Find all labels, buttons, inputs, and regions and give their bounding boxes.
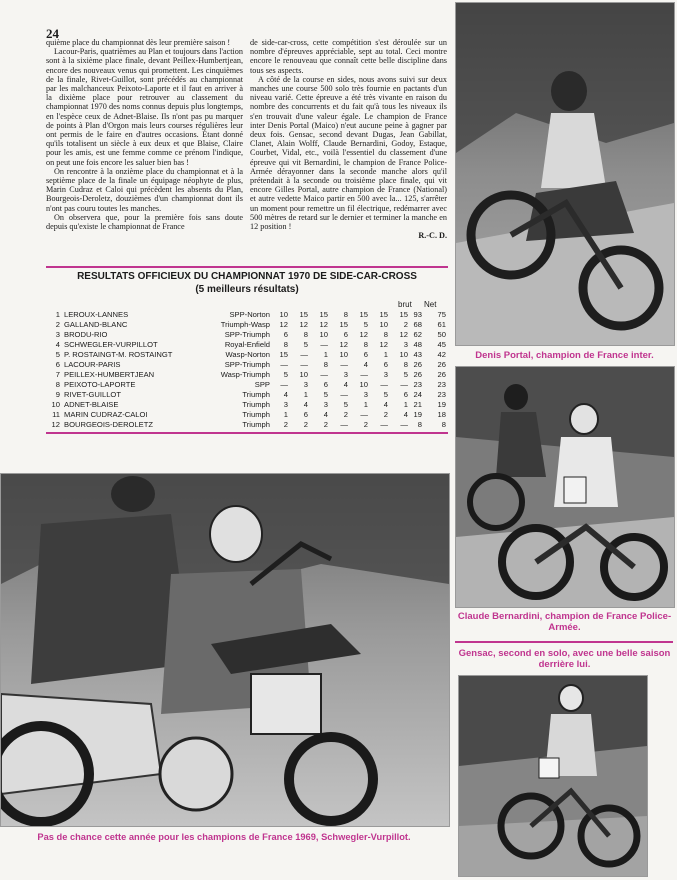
crew-name-cell: MARIN CUDRAZ-CALOI [64, 410, 148, 419]
score-cell: 2 [283, 420, 288, 429]
article-paragraph: On rencontre à la onzième place du championnat et à la septième place de la finale un équipage néophyte de plus, Marin Cudraz et Caloi qui précèdent les absents du Plan, Bourgeois-Deroletz, douzièmes d'un championnat dont ils n'ont pas couru toutes les manches. [46, 166, 243, 213]
score-cell: 6 [343, 330, 348, 339]
score-cell: 2 [383, 410, 388, 419]
machine-cell: Wasp-Norton [225, 350, 270, 359]
score-cell: 8 [303, 330, 308, 339]
article-column-middle [250, 38, 447, 240]
article-column-left [46, 38, 243, 231]
net-total-cell: 50 [437, 330, 446, 339]
rank-cell: 8 [55, 380, 60, 389]
crew-name-cell: BOURGEOIS-DEROLETZ [64, 420, 154, 429]
table-row [46, 350, 448, 360]
score-cell: — [400, 420, 408, 429]
article-paragraph: On observera que, pour la première fois sans doute depuis qu'existe le championnat de France [46, 212, 243, 232]
score-cell: 4 [343, 380, 348, 389]
brut-total-cell: 21 [413, 400, 422, 409]
score-cell: 10 [339, 350, 348, 359]
score-cell: 12 [279, 320, 288, 329]
score-cell: — [320, 340, 328, 349]
score-cell: 4 [363, 360, 368, 369]
brut-total-cell: 26 [413, 370, 422, 379]
score-cell: 10 [299, 370, 308, 379]
table-row [46, 370, 448, 380]
score-cell: 15 [399, 310, 408, 319]
net-total-cell: 45 [437, 340, 446, 349]
score-cell: 5 [383, 390, 388, 399]
score-cell: 10 [319, 330, 328, 339]
score-cell: 6 [323, 380, 328, 389]
crew-name-cell: LEROUX-LANNES [64, 310, 129, 319]
score-cell: — [380, 420, 388, 429]
score-cell: 5 [363, 320, 368, 329]
net-total-cell: 19 [437, 400, 446, 409]
bernardini-photo-art [456, 367, 674, 607]
score-cell: 3 [403, 340, 408, 349]
brut-total-cell: 93 [413, 310, 422, 319]
score-cell: 10 [399, 350, 408, 359]
article-paragraph: de side-car-cross, cette compétition s'est déroulée sur un nombre d'épreuves appréciable, sept au total. Ceci montre encore le renouveau que connaît cette belle discipline dans tous ses aspects. [250, 38, 447, 75]
score-cell: 1 [403, 400, 408, 409]
crew-name-cell: PEILLEX-HUMBERTJEAN [64, 370, 155, 379]
rank-cell: 7 [55, 370, 60, 379]
article-paragraph: Lacour-Paris, quatrièmes au Plan et toujours dans l'action sont à la sixième place finale, devant Peillex-Humbertjean, encore des nouveaux venus qui promettent. Les cinquièmes de la finale, Rivet-Guillot, sont précédés au championnat par les malchanceux Peixoto-Laporte et il faut en arriver à la dixième place pour retrouver au classement du championnat 1970 des noms connus depuis plus longtemps, en l'espèce ceux de Adnet-Blaise. Ils n'ont pas pu marquer de points à Plan d'Orgon mais leurs courses régulières leur ont permis de le faire en d'autres occasions. Étant donné qu'ils totalisent un siècle à eux deux et que Blaise, Claire pour les amis, est une femme comme ce prénom l'indique, on peut une fois encore les saluer bien bas ! [46, 47, 243, 167]
score-cell: 15 [279, 350, 288, 359]
score-cell: 2 [323, 420, 328, 429]
rank-cell: 5 [55, 350, 60, 359]
score-cell: 5 [283, 370, 288, 379]
score-cell: 1 [383, 350, 388, 359]
score-cell: 6 [363, 350, 368, 359]
score-cell: 8 [363, 340, 368, 349]
rank-cell: 12 [51, 420, 60, 429]
machine-cell: Triumph [242, 420, 270, 429]
brut-total-cell: 48 [413, 340, 422, 349]
caption-portal: Denis Portal, champion de France inter. [475, 350, 654, 361]
score-cell: 2 [403, 320, 408, 329]
table-row [46, 360, 448, 370]
photo-gensac [458, 675, 648, 877]
table-row [46, 320, 448, 330]
brut-total-cell: 26 [413, 360, 422, 369]
score-cell: — [340, 360, 348, 369]
score-cell: 3 [363, 390, 368, 399]
score-cell: — [280, 380, 288, 389]
score-cell: — [340, 390, 348, 399]
score-cell: 10 [379, 320, 388, 329]
score-cell: 12 [319, 320, 328, 329]
caption-divider [455, 641, 673, 643]
brut-total-cell: 24 [413, 390, 422, 399]
col-header-brut: brut [398, 300, 412, 309]
rank-cell: 6 [55, 360, 60, 369]
brut-total-cell: 62 [413, 330, 422, 339]
table-row [46, 380, 448, 390]
article-signature: R.-C. D. [418, 231, 447, 241]
score-cell: 4 [283, 390, 288, 399]
score-cell: 2 [303, 420, 308, 429]
table-row [46, 400, 448, 410]
machine-cell: SPP [254, 380, 270, 389]
gensac-photo-art [459, 676, 647, 876]
sidecar-photo-art [1, 474, 449, 826]
score-cell: 3 [383, 370, 388, 379]
rank-cell: 3 [55, 330, 60, 339]
machine-cell: Triumph [242, 390, 270, 399]
score-cell: 4 [403, 410, 408, 419]
machine-cell: SPP-Norton [229, 310, 270, 319]
rank-cell: 11 [52, 410, 60, 419]
machine-cell: SPP-Triumph [224, 330, 270, 339]
brut-total-cell: 68 [413, 320, 422, 329]
table-row [46, 310, 448, 320]
score-cell: 10 [359, 380, 368, 389]
brut-total-cell: 23 [413, 380, 422, 389]
net-total-cell: 26 [437, 360, 446, 369]
caption-sidecar: Pas de chance cette année pour les champions de France 1969, Schwegler-Vurpillot. [37, 832, 411, 842]
crew-name-cell: RIVET-GUILLOT [64, 390, 121, 399]
crew-name-cell: PEIXOTO-LAPORTE [64, 380, 136, 389]
score-cell: — [380, 380, 388, 389]
score-cell: 5 [303, 340, 308, 349]
score-cell: 12 [379, 340, 388, 349]
score-cell: 2 [343, 410, 348, 419]
net-total-cell: 8 [441, 420, 446, 429]
net-total-cell: 75 [437, 310, 446, 319]
photo-claude-bernardini [455, 366, 675, 608]
score-cell: 15 [299, 310, 308, 319]
crew-name-cell: SCHWEGLER-VURPILLOT [64, 340, 158, 349]
crew-name-cell: GALLAND-BLANC [64, 320, 128, 329]
score-cell: 12 [399, 330, 408, 339]
score-cell: 6 [283, 330, 288, 339]
rank-cell: 4 [55, 340, 60, 349]
score-cell: 1 [283, 410, 288, 419]
machine-cell: Triumph [242, 400, 270, 409]
score-cell: — [400, 380, 408, 389]
article-paragraph: quième place du championnat dès leur première saison ! [46, 38, 231, 47]
score-cell: 5 [323, 390, 328, 399]
score-cell: 3 [283, 400, 288, 409]
score-cell: 12 [359, 330, 368, 339]
results-title: RESULTATS OFFICIEUX DU CHAMPIONNAT 1970 DE SIDE-CAR-CROSS [77, 271, 417, 282]
net-total-cell: 42 [437, 350, 446, 359]
rank-cell: 10 [51, 400, 60, 409]
table-row [46, 390, 448, 400]
score-cell: — [300, 350, 308, 359]
score-cell: 15 [359, 310, 368, 319]
score-cell: 15 [339, 320, 348, 329]
photo-sidecar-schwegler-vurpillot [0, 473, 450, 827]
article-paragraph: A côté de la course en sides, nous avons suivi sur deux manches une course 500 solo très fournie en pactants d'un niveau varié. Cette épreuve a été très vivante en raison du nombre des concurrents et du fait qu'à tous les niveaux ils s'en trouvait d'une valeur égale. Le champion de France inter Denis Portal (Maico) n'eut aucune peine à gagner par deux fois. Gensac, second devant Dugas, Jean Gabillat, Clanet, Alain Wolff, Claude Bernardini, Godoy, Estaque, Courbet, Vidal, etc., voilà l'essentiel du classement d'une épreuve qui vit Bernardini, le champion de France Police-Armée dérayonner dans la seconde manche alors qu'il prétendait à la seconde ou troisième place finale, qui vit encore Gilles Portal, autre champion de France (National) et autre vedette Maico partir en 500 avec la... 125, s'arrêter un moment pour remettre un fil électrique, redémarrer avec 500 mètres de retard sur le dernier et terminer la manche en 12 position ! [250, 74, 447, 232]
score-cell: 3 [303, 380, 308, 389]
score-cell: 8 [323, 360, 328, 369]
score-cell: 4 [323, 410, 328, 419]
score-cell: 1 [303, 390, 308, 399]
score-cell: 12 [299, 320, 308, 329]
table-row [46, 410, 448, 420]
score-cell: — [360, 410, 368, 419]
brut-total-cell: 43 [413, 350, 422, 359]
table-bottom-rule [46, 432, 448, 434]
score-cell: 8 [283, 340, 288, 349]
brut-total-cell: 8 [417, 420, 422, 429]
caption-gensac: Gensac, second en solo, avec une belle saison derrière lui. [458, 648, 671, 670]
score-cell: 2 [363, 420, 368, 429]
rank-cell: 1 [55, 310, 60, 319]
score-cell: 15 [319, 310, 328, 319]
score-cell: 8 [403, 360, 408, 369]
score-cell: 4 [383, 400, 388, 409]
table-row [46, 340, 448, 350]
score-cell: 8 [383, 330, 388, 339]
crew-name-cell: BRODU-RIO [64, 330, 108, 339]
page-number: 24 [46, 26, 59, 41]
machine-cell: Royal-Enfield [224, 340, 270, 349]
score-cell: — [360, 370, 368, 379]
machine-cell: SPP-Triumph [224, 360, 270, 369]
score-cell: 5 [343, 400, 348, 409]
score-cell: 10 [279, 310, 288, 319]
net-total-cell: 61 [437, 320, 446, 329]
machine-cell: Triumph [242, 410, 270, 419]
rank-cell: 9 [55, 390, 60, 399]
score-cell: 3 [323, 400, 328, 409]
table-top-rule [46, 266, 448, 268]
score-cell: 3 [343, 370, 348, 379]
score-cell: 15 [379, 310, 388, 319]
jump-photo-art [456, 3, 674, 345]
table-row [46, 420, 448, 430]
crew-name-cell: ADNET-BLAISE [64, 400, 119, 409]
photo-denis-portal-jump [455, 2, 675, 346]
col-header-net: Net [424, 300, 437, 309]
table-row [46, 330, 448, 340]
machine-cell: Triumph-Wasp [220, 320, 270, 329]
caption-bernardini: Claude Bernardini, champion de France Police-Armée. [457, 611, 672, 633]
score-cell: 12 [339, 340, 348, 349]
net-total-cell: 18 [437, 410, 446, 419]
net-total-cell: 26 [437, 370, 446, 379]
net-total-cell: 23 [437, 390, 446, 399]
score-cell: 1 [323, 350, 328, 359]
score-cell: — [340, 420, 348, 429]
score-cell: 6 [383, 360, 388, 369]
crew-name-cell: LACOUR-PARIS [64, 360, 121, 369]
score-cell: 4 [303, 400, 308, 409]
machine-cell: Wasp-Triumph [220, 370, 270, 379]
score-cell: 6 [303, 410, 308, 419]
brut-total-cell: 19 [413, 410, 422, 419]
score-cell: — [300, 360, 308, 369]
rank-cell: 2 [55, 320, 60, 329]
crew-name-cell: P. ROSTAINGT-M. ROSTAINGT [64, 350, 173, 359]
score-cell: — [320, 370, 328, 379]
net-total-cell: 23 [437, 380, 446, 389]
score-cell: 1 [363, 400, 368, 409]
score-cell: 8 [343, 310, 348, 319]
score-cell: 5 [403, 370, 408, 379]
score-cell: — [280, 360, 288, 369]
score-cell: 6 [403, 390, 408, 399]
results-subtitle: (5 meilleurs résultats) [195, 284, 299, 295]
